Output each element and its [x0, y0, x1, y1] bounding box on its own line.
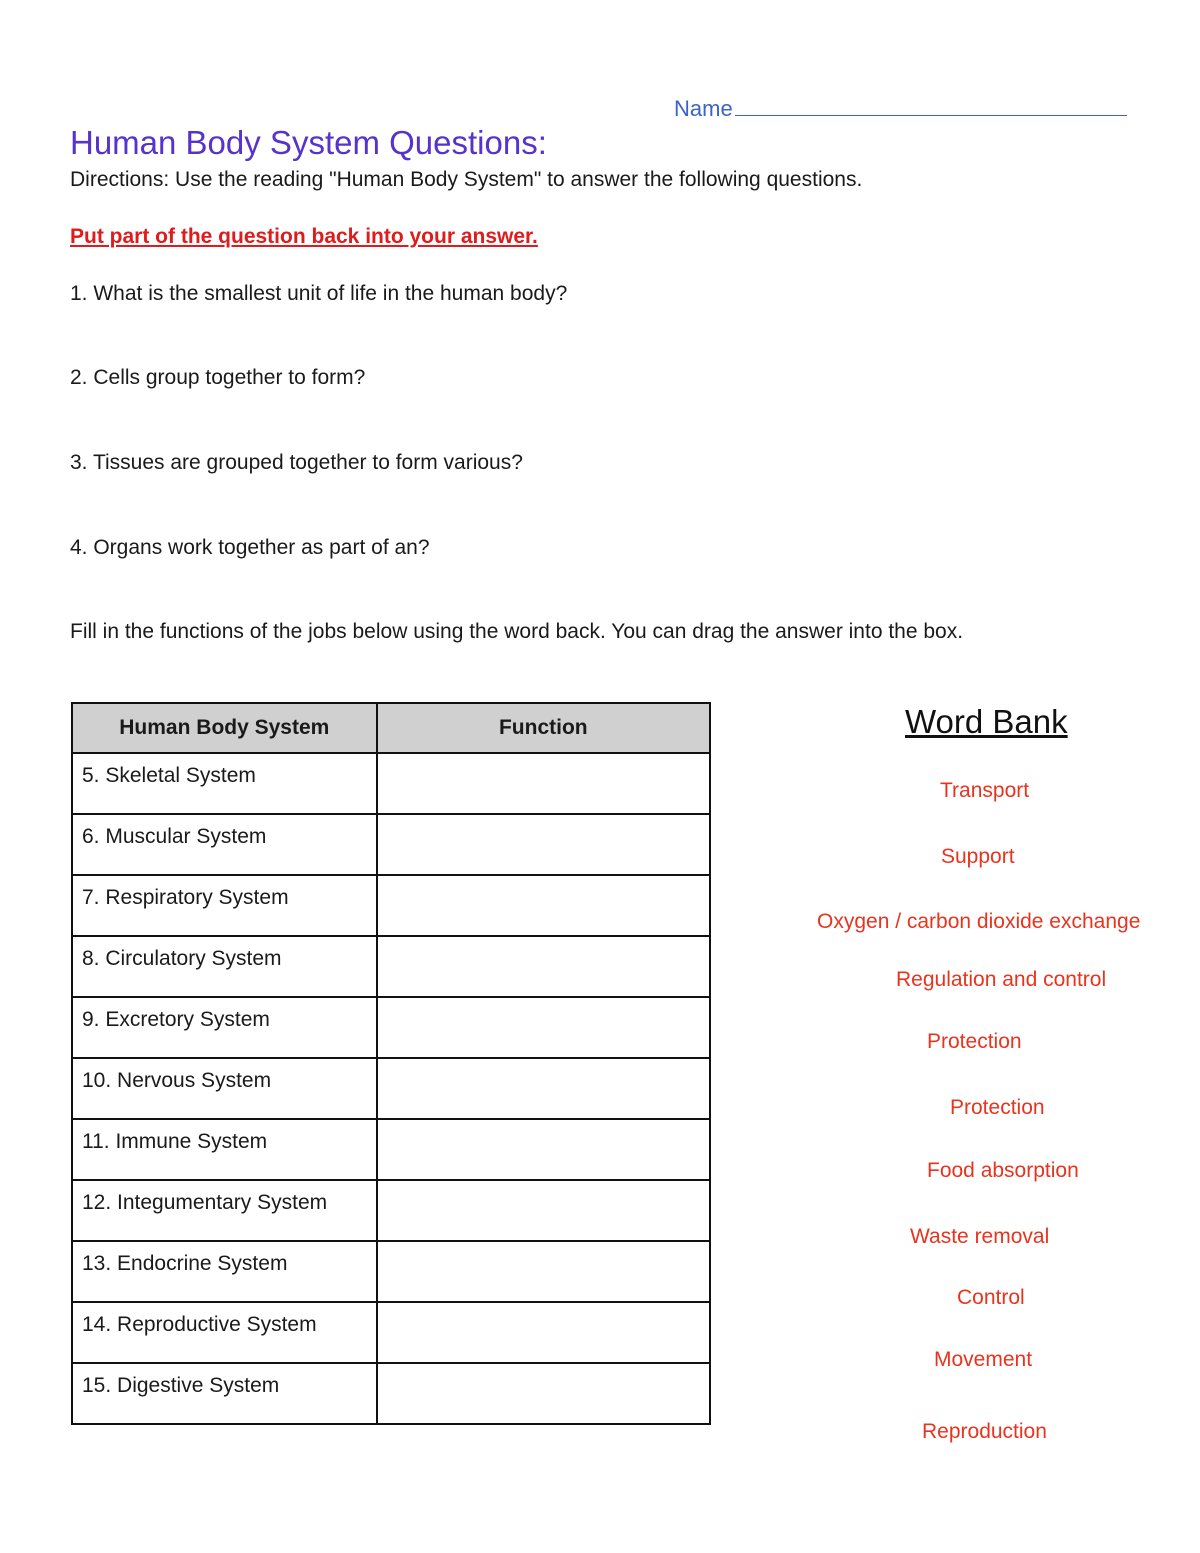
system-name: 10. Nervous System	[72, 1058, 377, 1119]
system-name: 11. Immune System	[72, 1119, 377, 1180]
systems-table	[71, 702, 711, 1425]
name-label: Name	[674, 96, 733, 121]
page-title: Human Body System Questions:	[70, 124, 547, 161]
fill-instructions: Fill in the functions of the jobs below using the word back. You can drag the answer into the box.	[70, 620, 964, 643]
table-row	[72, 814, 710, 875]
question-4: 4. Organs work together as part of an?	[70, 536, 430, 559]
function-answer-box[interactable]	[377, 1058, 710, 1119]
header-system: Human Body System	[72, 703, 377, 753]
word-bank-title: Word Bank	[905, 703, 1068, 740]
table-row	[72, 875, 710, 936]
function-answer-box[interactable]	[377, 997, 710, 1058]
table-header-row	[72, 703, 710, 753]
function-answer-box[interactable]	[377, 1302, 710, 1363]
table-row	[72, 1363, 710, 1424]
name-blank[interactable]	[735, 97, 1127, 116]
function-answer-box[interactable]	[377, 1241, 710, 1302]
word-bank-item[interactable]: Transport	[940, 779, 1030, 802]
table-row	[72, 1302, 710, 1363]
word-bank-item[interactable]: Control	[957, 1286, 1025, 1309]
system-name: 8. Circulatory System	[72, 936, 377, 997]
function-answer-box[interactable]	[377, 1119, 710, 1180]
question-1: 1. What is the smallest unit of life in the human body?	[70, 282, 568, 305]
word-bank-item[interactable]: Support	[941, 845, 1015, 868]
function-answer-box[interactable]	[377, 936, 710, 997]
word-bank-item[interactable]: Regulation and control	[896, 968, 1107, 991]
system-name: 12. Integumentary System	[72, 1180, 377, 1241]
name-field[interactable]	[674, 96, 1127, 122]
word-bank-item[interactable]: Movement	[934, 1348, 1033, 1371]
system-name: 5. Skeletal System	[72, 753, 377, 814]
function-answer-box[interactable]	[377, 753, 710, 814]
table-row	[72, 753, 710, 814]
function-answer-box[interactable]	[377, 1180, 710, 1241]
question-3: 3. Tissues are grouped together to form various?	[70, 451, 523, 474]
word-bank-item[interactable]: Waste removal	[910, 1225, 1050, 1248]
table-row	[72, 1241, 710, 1302]
word-bank-item[interactable]: Oxygen / carbon dioxide exchange	[817, 910, 1141, 933]
word-bank-item[interactable]: Protection	[927, 1030, 1022, 1053]
system-name: 7. Respiratory System	[72, 875, 377, 936]
system-name: 13. Endocrine System	[72, 1241, 377, 1302]
answer-instruction: Put part of the question back into your answer.	[70, 225, 538, 248]
table-row	[72, 997, 710, 1058]
table-row	[72, 1119, 710, 1180]
function-answer-box[interactable]	[377, 1363, 710, 1424]
word-bank-item[interactable]: Protection	[950, 1096, 1045, 1119]
word-bank-item[interactable]: Reproduction	[922, 1420, 1047, 1443]
function-answer-box[interactable]	[377, 814, 710, 875]
system-name: 6. Muscular System	[72, 814, 377, 875]
table-row	[72, 1058, 710, 1119]
header-function: Function	[377, 703, 710, 753]
question-2: 2. Cells group together to form?	[70, 366, 366, 389]
system-name: 9. Excretory System	[72, 997, 377, 1058]
table-row	[72, 1180, 710, 1241]
function-answer-box[interactable]	[377, 875, 710, 936]
table-row	[72, 936, 710, 997]
word-bank-item[interactable]: Food absorption	[927, 1159, 1079, 1182]
directions-text: Directions: Use the reading "Human Body System" to answer the following questions.	[70, 168, 863, 191]
system-name: 14. Reproductive System	[72, 1302, 377, 1363]
system-name: 15. Digestive System	[72, 1363, 377, 1424]
